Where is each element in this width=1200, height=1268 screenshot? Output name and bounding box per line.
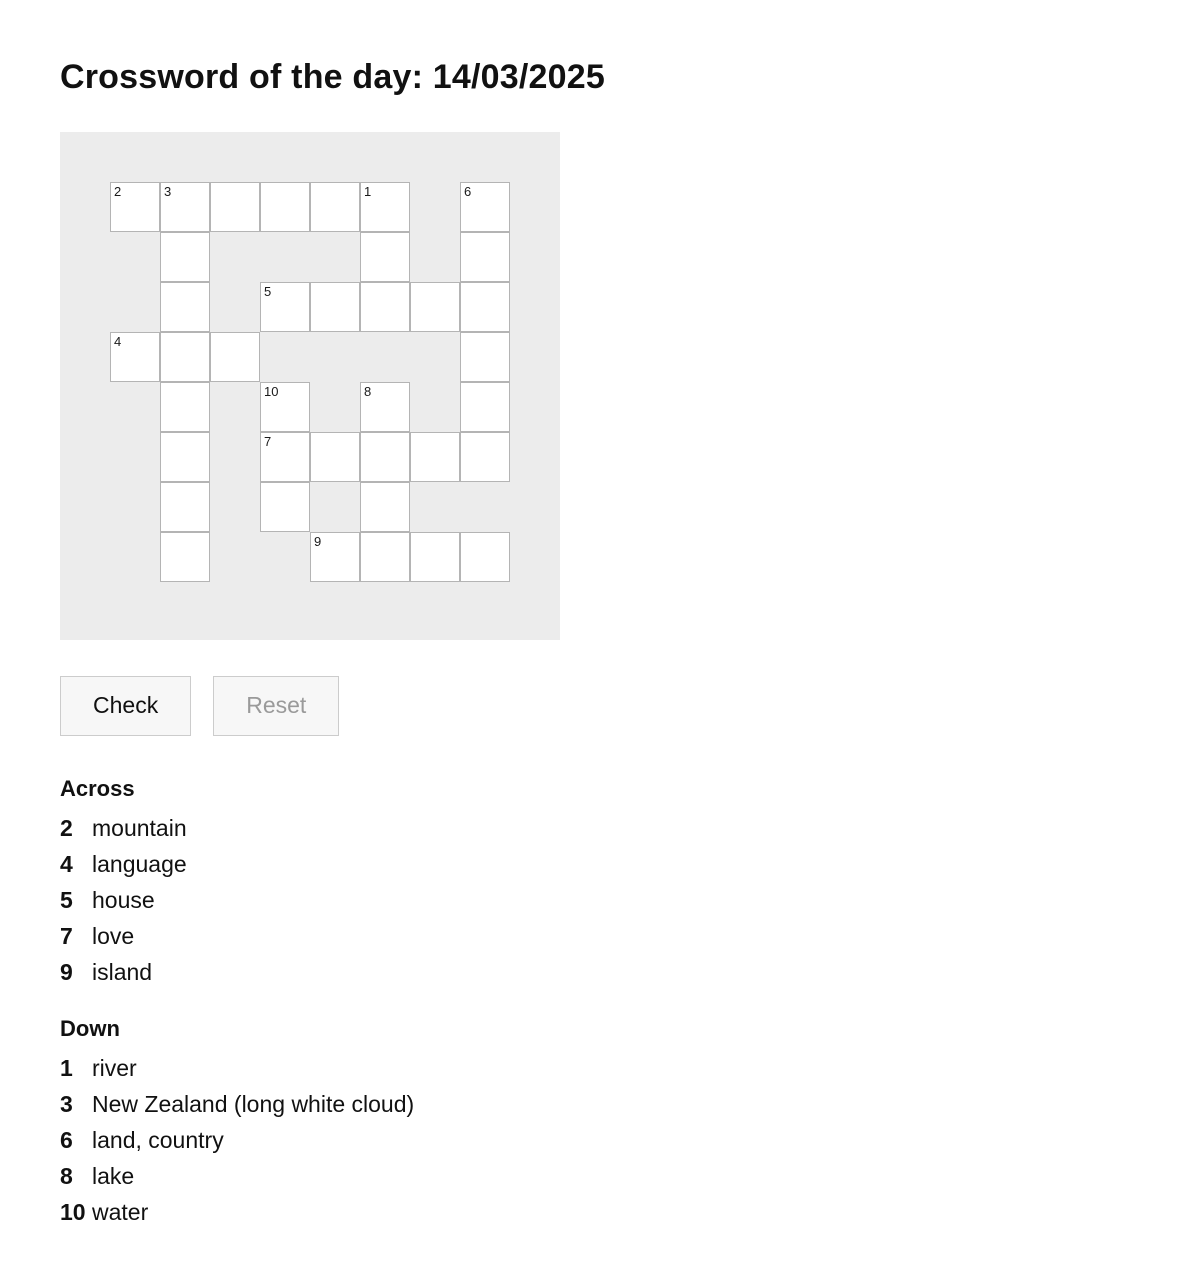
crossword-cell[interactable]	[310, 432, 360, 482]
crossword-cell-blocked	[460, 482, 510, 532]
cell-input[interactable]	[461, 533, 509, 581]
crossword-cell[interactable]	[460, 282, 510, 332]
crossword-cell-blocked	[210, 532, 260, 582]
crossword-cell-blocked	[410, 482, 460, 532]
crossword-cell[interactable]	[160, 382, 210, 432]
crossword-cell[interactable]	[260, 382, 310, 432]
clue-text: land, country	[92, 1126, 224, 1153]
clue-item[interactable]	[60, 882, 1200, 918]
cell-input[interactable]	[261, 433, 309, 481]
across-clue-list	[60, 810, 1200, 990]
cell-input[interactable]	[461, 383, 509, 431]
cell-input[interactable]	[161, 333, 209, 381]
cell-input[interactable]	[361, 183, 409, 231]
cell-input[interactable]	[211, 183, 259, 231]
crossword-cell[interactable]	[110, 332, 160, 382]
crossword-cell-blocked	[410, 382, 460, 432]
crossword-cell[interactable]	[310, 282, 360, 332]
crossword-cell-blocked	[310, 232, 360, 282]
clue-text: house	[92, 886, 155, 913]
cell-input[interactable]	[411, 533, 459, 581]
cell-input[interactable]	[111, 333, 159, 381]
crossword-cell[interactable]	[160, 432, 210, 482]
crossword-cell[interactable]	[160, 482, 210, 532]
crossword-cell[interactable]	[260, 482, 310, 532]
cell-number: 5	[264, 284, 272, 299]
crossword-cell-blocked	[310, 382, 360, 432]
crossword-cell[interactable]	[160, 332, 210, 382]
crossword-cell-blocked	[310, 482, 360, 532]
reset-button[interactable]: Reset	[213, 676, 339, 736]
crossword-cell-blocked	[210, 282, 260, 332]
crossword-cell[interactable]	[410, 432, 460, 482]
cell-input[interactable]	[461, 333, 509, 381]
clue-item[interactable]	[60, 1194, 1200, 1230]
crossword-cell-blocked	[110, 482, 160, 532]
crossword-cell-blocked	[110, 232, 160, 282]
cell-number: 7	[264, 434, 272, 449]
clue-number: 6	[60, 1126, 73, 1153]
clue-text: island	[92, 958, 153, 985]
crossword-cell[interactable]	[360, 382, 410, 432]
clue-text: lake	[92, 1162, 135, 1189]
clue-item[interactable]	[60, 846, 1200, 882]
clue-text: river	[92, 1054, 137, 1081]
cell-input[interactable]	[261, 483, 309, 531]
cell-input[interactable]	[461, 183, 509, 231]
crossword-cell[interactable]	[110, 182, 160, 232]
clue-number: 2	[60, 814, 73, 841]
clues-section	[60, 776, 1200, 1230]
cell-input[interactable]	[461, 233, 509, 281]
clue-number: 3	[60, 1090, 73, 1117]
crossword-cell-blocked	[210, 232, 260, 282]
clue-item[interactable]	[60, 1086, 1200, 1122]
crossword-cell-blocked	[210, 482, 260, 532]
crossword-cell[interactable]	[360, 182, 410, 232]
crossword-cell[interactable]	[160, 232, 210, 282]
crossword-cell[interactable]	[360, 432, 410, 482]
cell-input[interactable]	[361, 383, 409, 431]
cell-input[interactable]	[361, 283, 409, 331]
cell-input[interactable]	[311, 433, 359, 481]
cell-input[interactable]	[311, 283, 359, 331]
crossword-cell[interactable]	[410, 282, 460, 332]
cell-input[interactable]	[361, 533, 409, 581]
cell-input[interactable]	[361, 483, 409, 531]
crossword-cell[interactable]	[460, 232, 510, 282]
controls-row	[60, 676, 1200, 736]
page-title: Crossword of the day: 14/03/2025	[60, 58, 605, 96]
cell-number: 9	[314, 534, 322, 549]
crossword-cell-blocked	[310, 332, 360, 382]
cell-input[interactable]	[161, 233, 209, 281]
crossword-cell-blocked	[410, 232, 460, 282]
cell-number: 10	[264, 384, 279, 399]
cell-number: 2	[114, 184, 122, 199]
cell-input[interactable]	[411, 433, 459, 481]
clue-text: mountain	[92, 814, 187, 841]
cell-input[interactable]	[461, 283, 509, 331]
crossword-cell[interactable]	[360, 282, 410, 332]
crossword-cell[interactable]	[360, 232, 410, 282]
cell-number: 4	[114, 334, 122, 349]
cell-input[interactable]	[261, 183, 309, 231]
crossword-cell[interactable]	[210, 182, 260, 232]
crossword-cell-blocked	[210, 432, 260, 482]
clue-text: language	[92, 850, 187, 877]
crossword-cell[interactable]	[460, 532, 510, 582]
crossword-cell[interactable]	[160, 532, 210, 582]
down-clue-list	[60, 1050, 1200, 1230]
clue-number: 4	[60, 850, 73, 877]
crossword-cell[interactable]	[460, 332, 510, 382]
cell-input[interactable]	[361, 233, 409, 281]
cell-input[interactable]	[311, 533, 359, 581]
cell-input[interactable]	[461, 433, 509, 481]
clue-item[interactable]	[60, 918, 1200, 954]
cell-input[interactable]	[211, 333, 259, 381]
crossword-cell-blocked	[260, 232, 310, 282]
crossword-cell[interactable]	[260, 182, 310, 232]
clue-item[interactable]	[60, 1050, 1200, 1086]
crossword-grid[interactable]	[110, 182, 510, 582]
cell-input[interactable]	[261, 383, 309, 431]
crossword-cell-blocked	[410, 332, 460, 382]
crossword-board	[60, 132, 560, 640]
crossword-cell-blocked	[260, 332, 310, 382]
down-heading: Down	[60, 1015, 120, 1041]
cell-input[interactable]	[161, 283, 209, 331]
cell-number: 3	[164, 184, 172, 199]
crossword-cell[interactable]	[360, 482, 410, 532]
cell-number: 8	[364, 384, 372, 399]
cell-input[interactable]	[161, 483, 209, 531]
clue-number: 9	[60, 958, 73, 985]
clue-item[interactable]	[60, 1122, 1200, 1158]
crossword-cell[interactable]	[210, 332, 260, 382]
clue-number: 7	[60, 922, 73, 949]
crossword-cell[interactable]	[410, 532, 460, 582]
clue-text: water	[92, 1198, 149, 1225]
cell-number: 1	[364, 184, 372, 199]
cell-input[interactable]	[261, 283, 309, 331]
cell-input[interactable]	[161, 383, 209, 431]
cell-input[interactable]	[111, 183, 159, 231]
crossword-cell[interactable]	[260, 282, 310, 332]
crossword-cell[interactable]	[460, 432, 510, 482]
cell-input[interactable]	[161, 433, 209, 481]
crossword-cell-blocked	[110, 432, 160, 482]
cell-input[interactable]	[411, 283, 459, 331]
clue-text: love	[92, 922, 135, 949]
crossword-cell[interactable]	[160, 282, 210, 332]
crossword-cell-blocked	[360, 332, 410, 382]
clue-number: 10	[60, 1198, 86, 1225]
cell-input[interactable]	[361, 433, 409, 481]
clue-number: 1	[60, 1054, 73, 1081]
clue-number: 5	[60, 886, 73, 913]
clue-item[interactable]	[60, 954, 1200, 990]
crossword-cell-blocked	[410, 182, 460, 232]
clue-item[interactable]	[60, 810, 1200, 846]
crossword-cell[interactable]	[460, 382, 510, 432]
crossword-cell[interactable]	[310, 182, 360, 232]
crossword-cell[interactable]	[160, 182, 210, 232]
cell-input[interactable]	[161, 533, 209, 581]
crossword-cell-blocked	[210, 382, 260, 432]
check-button[interactable]: Check	[60, 676, 191, 736]
clue-number: 8	[60, 1162, 73, 1189]
clue-text: New Zealand (long white cloud)	[92, 1090, 415, 1117]
crossword-cell[interactable]	[260, 432, 310, 482]
crossword-cell-blocked	[110, 282, 160, 332]
crossword-cell-blocked	[110, 532, 160, 582]
cell-input[interactable]	[161, 183, 209, 231]
crossword-cell-blocked	[110, 382, 160, 432]
across-heading: Across	[60, 775, 135, 801]
crossword-cell[interactable]	[360, 532, 410, 582]
crossword-cell[interactable]	[460, 182, 510, 232]
crossword-cell[interactable]	[310, 532, 360, 582]
clue-item[interactable]	[60, 1158, 1200, 1194]
crossword-cell-blocked	[260, 532, 310, 582]
cell-number: 6	[464, 184, 472, 199]
cell-input[interactable]	[311, 183, 359, 231]
